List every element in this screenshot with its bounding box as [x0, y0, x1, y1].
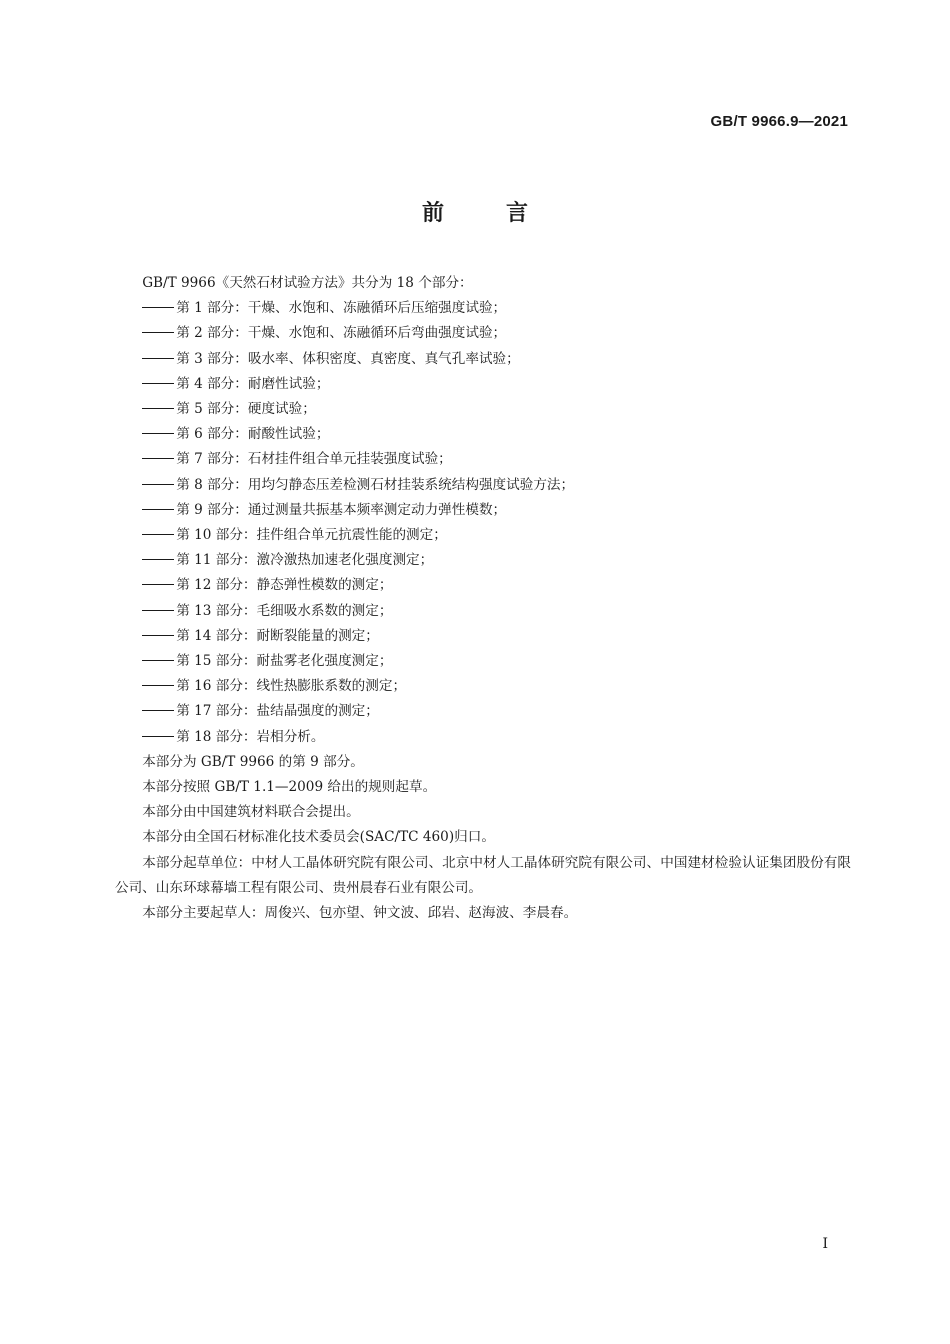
list-item — [115, 523, 851, 548]
list-item-text: 第 7 部分：石材挂件组合单元挂装强度试验； — [176, 451, 452, 468]
em-dash-line — [142, 458, 174, 459]
list-item — [115, 347, 851, 372]
list-item-text: 第 16 部分：线性热膨胀系数的测定； — [176, 678, 407, 695]
drafting-units-statement: 本部分起草单位：中材人工晶体研究院有限公司、北京中材人工晶体研究院有限公司、中国建材检验认证集团股份有限公司、山东环球幕墙工程有限公司、贵州晨春石业有限公司。 — [115, 854, 851, 896]
list-item — [115, 422, 851, 447]
committee-statement: 本部分由全国石材标准化技术委员会(SAC/TC 460)归口。 — [142, 829, 495, 846]
em-dash-line — [142, 484, 174, 485]
list-item — [115, 573, 851, 598]
list-item-text: 第 17 部分：盐结晶强度的测定； — [176, 703, 379, 720]
list-item — [115, 624, 851, 649]
list-item — [115, 599, 851, 624]
em-dash-line — [142, 685, 174, 686]
list-item — [115, 649, 851, 674]
list-item-text: 第 18 部分：岩相分析。 — [176, 728, 325, 745]
list-item — [115, 447, 851, 472]
list-item — [115, 473, 851, 498]
em-dash-line — [142, 635, 174, 636]
em-dash-line — [142, 610, 174, 611]
proposer-statement: 本部分由中国建筑材料联合会提出。 — [142, 804, 360, 821]
list-item-text: 第 10 部分：挂件组合单元抗震性能的测定； — [176, 527, 447, 544]
em-dash-line — [142, 307, 174, 308]
list-item — [115, 397, 851, 422]
list-item — [115, 321, 851, 346]
list-item-text: 第 12 部分：静态弹性模数的测定； — [176, 577, 393, 594]
list-item — [115, 498, 851, 523]
list-item-text: 第 14 部分：耐断裂能量的测定； — [176, 627, 379, 644]
em-dash-line — [142, 710, 174, 711]
em-dash-line — [142, 358, 174, 359]
list-item — [115, 725, 851, 750]
list-item — [115, 674, 851, 699]
list-item-text: 第 2 部分：干燥、水饱和、冻融循环后弯曲强度试验； — [176, 325, 507, 342]
em-dash-line — [142, 408, 174, 409]
drafters-statement: 本部分主要起草人：周俊兴、包亦望、钟文波、邱岩、赵海波、李晨春。 — [142, 905, 578, 922]
page-number: I — [822, 1236, 828, 1252]
standard-number: GB/T 9966.9—2021 — [710, 113, 848, 130]
drafting-rules-statement: 本部分按照 GB/T 1.1—2009 给出的规则起草。 — [142, 779, 437, 796]
em-dash-line — [142, 559, 174, 560]
em-dash-line — [142, 660, 174, 661]
list-item-text: 第 5 部分：硬度试验； — [176, 401, 316, 418]
list-item-text: 第 13 部分：毛细吸水系数的测定； — [176, 602, 393, 619]
list-item-text: 第 3 部分：吸水率、体积密度、真密度、真气孔率试验； — [176, 350, 520, 367]
list-item — [115, 699, 851, 724]
em-dash-line — [142, 584, 174, 585]
list-item — [115, 548, 851, 573]
list-item-text: 第 9 部分：通过测量共振基本频率测定动力弹性模数； — [176, 501, 507, 518]
em-dash-line — [142, 383, 174, 384]
em-dash-line — [142, 534, 174, 535]
em-dash-line — [142, 332, 174, 333]
list-item-text: 第 6 部分：耐酸性试验； — [176, 426, 330, 443]
list-item-text: 第 15 部分：耐盐雾老化强度测定； — [176, 653, 393, 670]
parts-list — [115, 296, 851, 750]
em-dash-line — [142, 509, 174, 510]
page-title: 前言 — [421, 201, 590, 226]
list-item — [115, 296, 851, 321]
part-statement: 本部分为 GB/T 9966 的第 9 部分。 — [142, 753, 364, 770]
document-body — [115, 271, 851, 926]
list-item-text: 第 8 部分：用均匀静态压差检测石材挂装系统结构强度试验方法； — [176, 476, 575, 493]
em-dash-line — [142, 433, 174, 434]
intro-paragraph: GB/T 9966《天然石材试验方法》共分为 18 个部分： — [142, 275, 473, 291]
list-item-text: 第 4 部分：耐磨性试验； — [176, 375, 330, 392]
list-item — [115, 372, 851, 397]
list-item-text: 第 1 部分：干燥、水饱和、冻融循环后压缩强度试验； — [176, 300, 507, 317]
em-dash-line — [142, 736, 174, 737]
list-item-text: 第 11 部分：激冷激热加速老化强度测定； — [176, 552, 434, 569]
